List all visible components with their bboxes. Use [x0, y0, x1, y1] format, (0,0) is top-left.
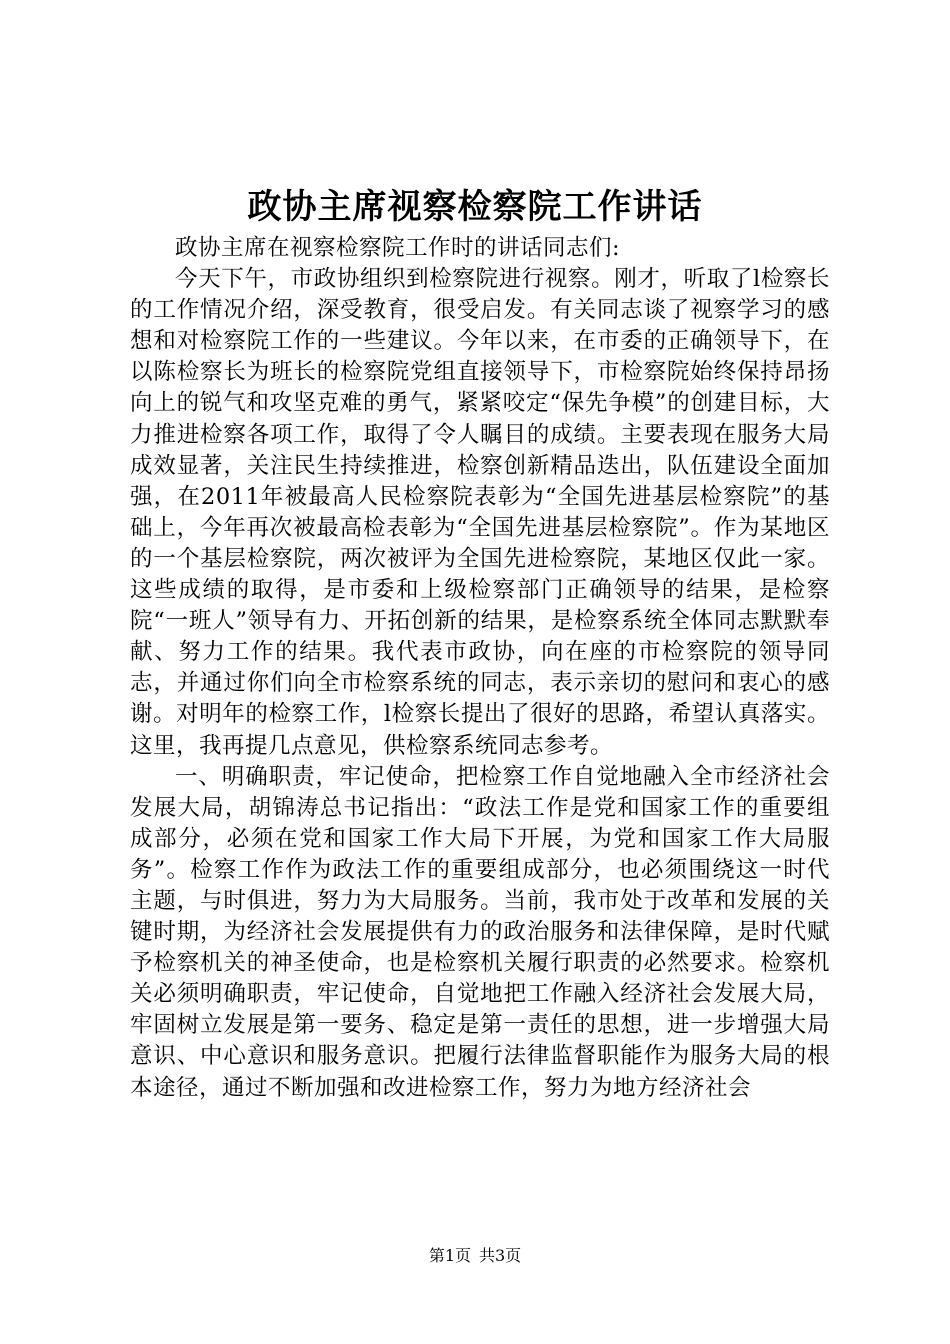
- document-title: 政协主席视察检察院工作讲话: [247, 187, 703, 227]
- paragraph-opening: 今天下午，市政协组织到检察院进行视察。刚才，听取了l检察长的工作情况介绍，深受教育，很受启发。有关同志谈了视察学习的感想和对检察院工作的一些建议。今年以来，在市委的正确领导下，在以陈检察长为班长的检察院党组直接领导下，市检察院始终保持昂扬向上的锐气和攻坚克难的勇气，紧紧咬定“保先争模”的创建目标，大力推进检察各项工作，取得了令人瞩目的成绩。主要表现在服务大局成效显著，关注民生持续推进，检察创新精品迭出，队伍建设全面加强，在2011年被最高人民检察院表彰为“全国先进基层检察院”的基础上，今年再次被最高检表彰为“全国先进基层检察院”。作为某地区的一个基层检察院，两次被评为全国先进检察院，某地区仅此一家。这些成绩的取得，是市委和上级检察部门正确领导的结果，是检察院“一班人”领导有力、开拓创新的结果，是检察系统全体同志默默奉献、努力工作的结果。我代表市政协，向在座的市检察院的领导同志，并通过你们向全市检察系统的同志，表示亲切的慰问和衷心的感谢。对明年的检察工作，l检察长提出了很好的思路，希望认真落实。这里，我再提几点意见，供检察系统同志参考。: [130, 266, 830, 759]
- page-number: 第1页: [428, 1246, 471, 1265]
- page-footer: [0, 1244, 950, 1268]
- document-body: [130, 233, 830, 1104]
- paragraph-greeting: 政协主席在视察检察院工作时的讲话同志们:: [175, 235, 621, 261]
- paragraph-point-one: 一、明确职责，牢记使命，把检察工作自觉地融入全市经济社会发展大局，胡锦涛总书记指出：“政法工作是党和国家工作的重要组成部分，必须在党和国家工作大局下开展，为党和国家工作大局服务”。检察工作作为政法工作的重要组成部分，也必须围绕这一时代主题，与时俱进，努力为大局服务。当前，我市处于改革和发展的关键时期，为经济社会发展提供有力的政治服务和法律保障，是时代赋予检察机关的神圣使命，也是检察机关履行职责的必然要求。检察机关必须明确职责，牢记使命，自觉地把工作融入经济社会发展大局，牢固树立发展是第一要务、稳定是第一责任的思想，进一步增强大局意识、中心意识和服务意识。把履行法律监督职能作为服务大局的根本途径，通过不断加强和改进检察工作，努力为地方经济社会: [130, 763, 830, 1101]
- page-total: 共3页: [479, 1246, 522, 1265]
